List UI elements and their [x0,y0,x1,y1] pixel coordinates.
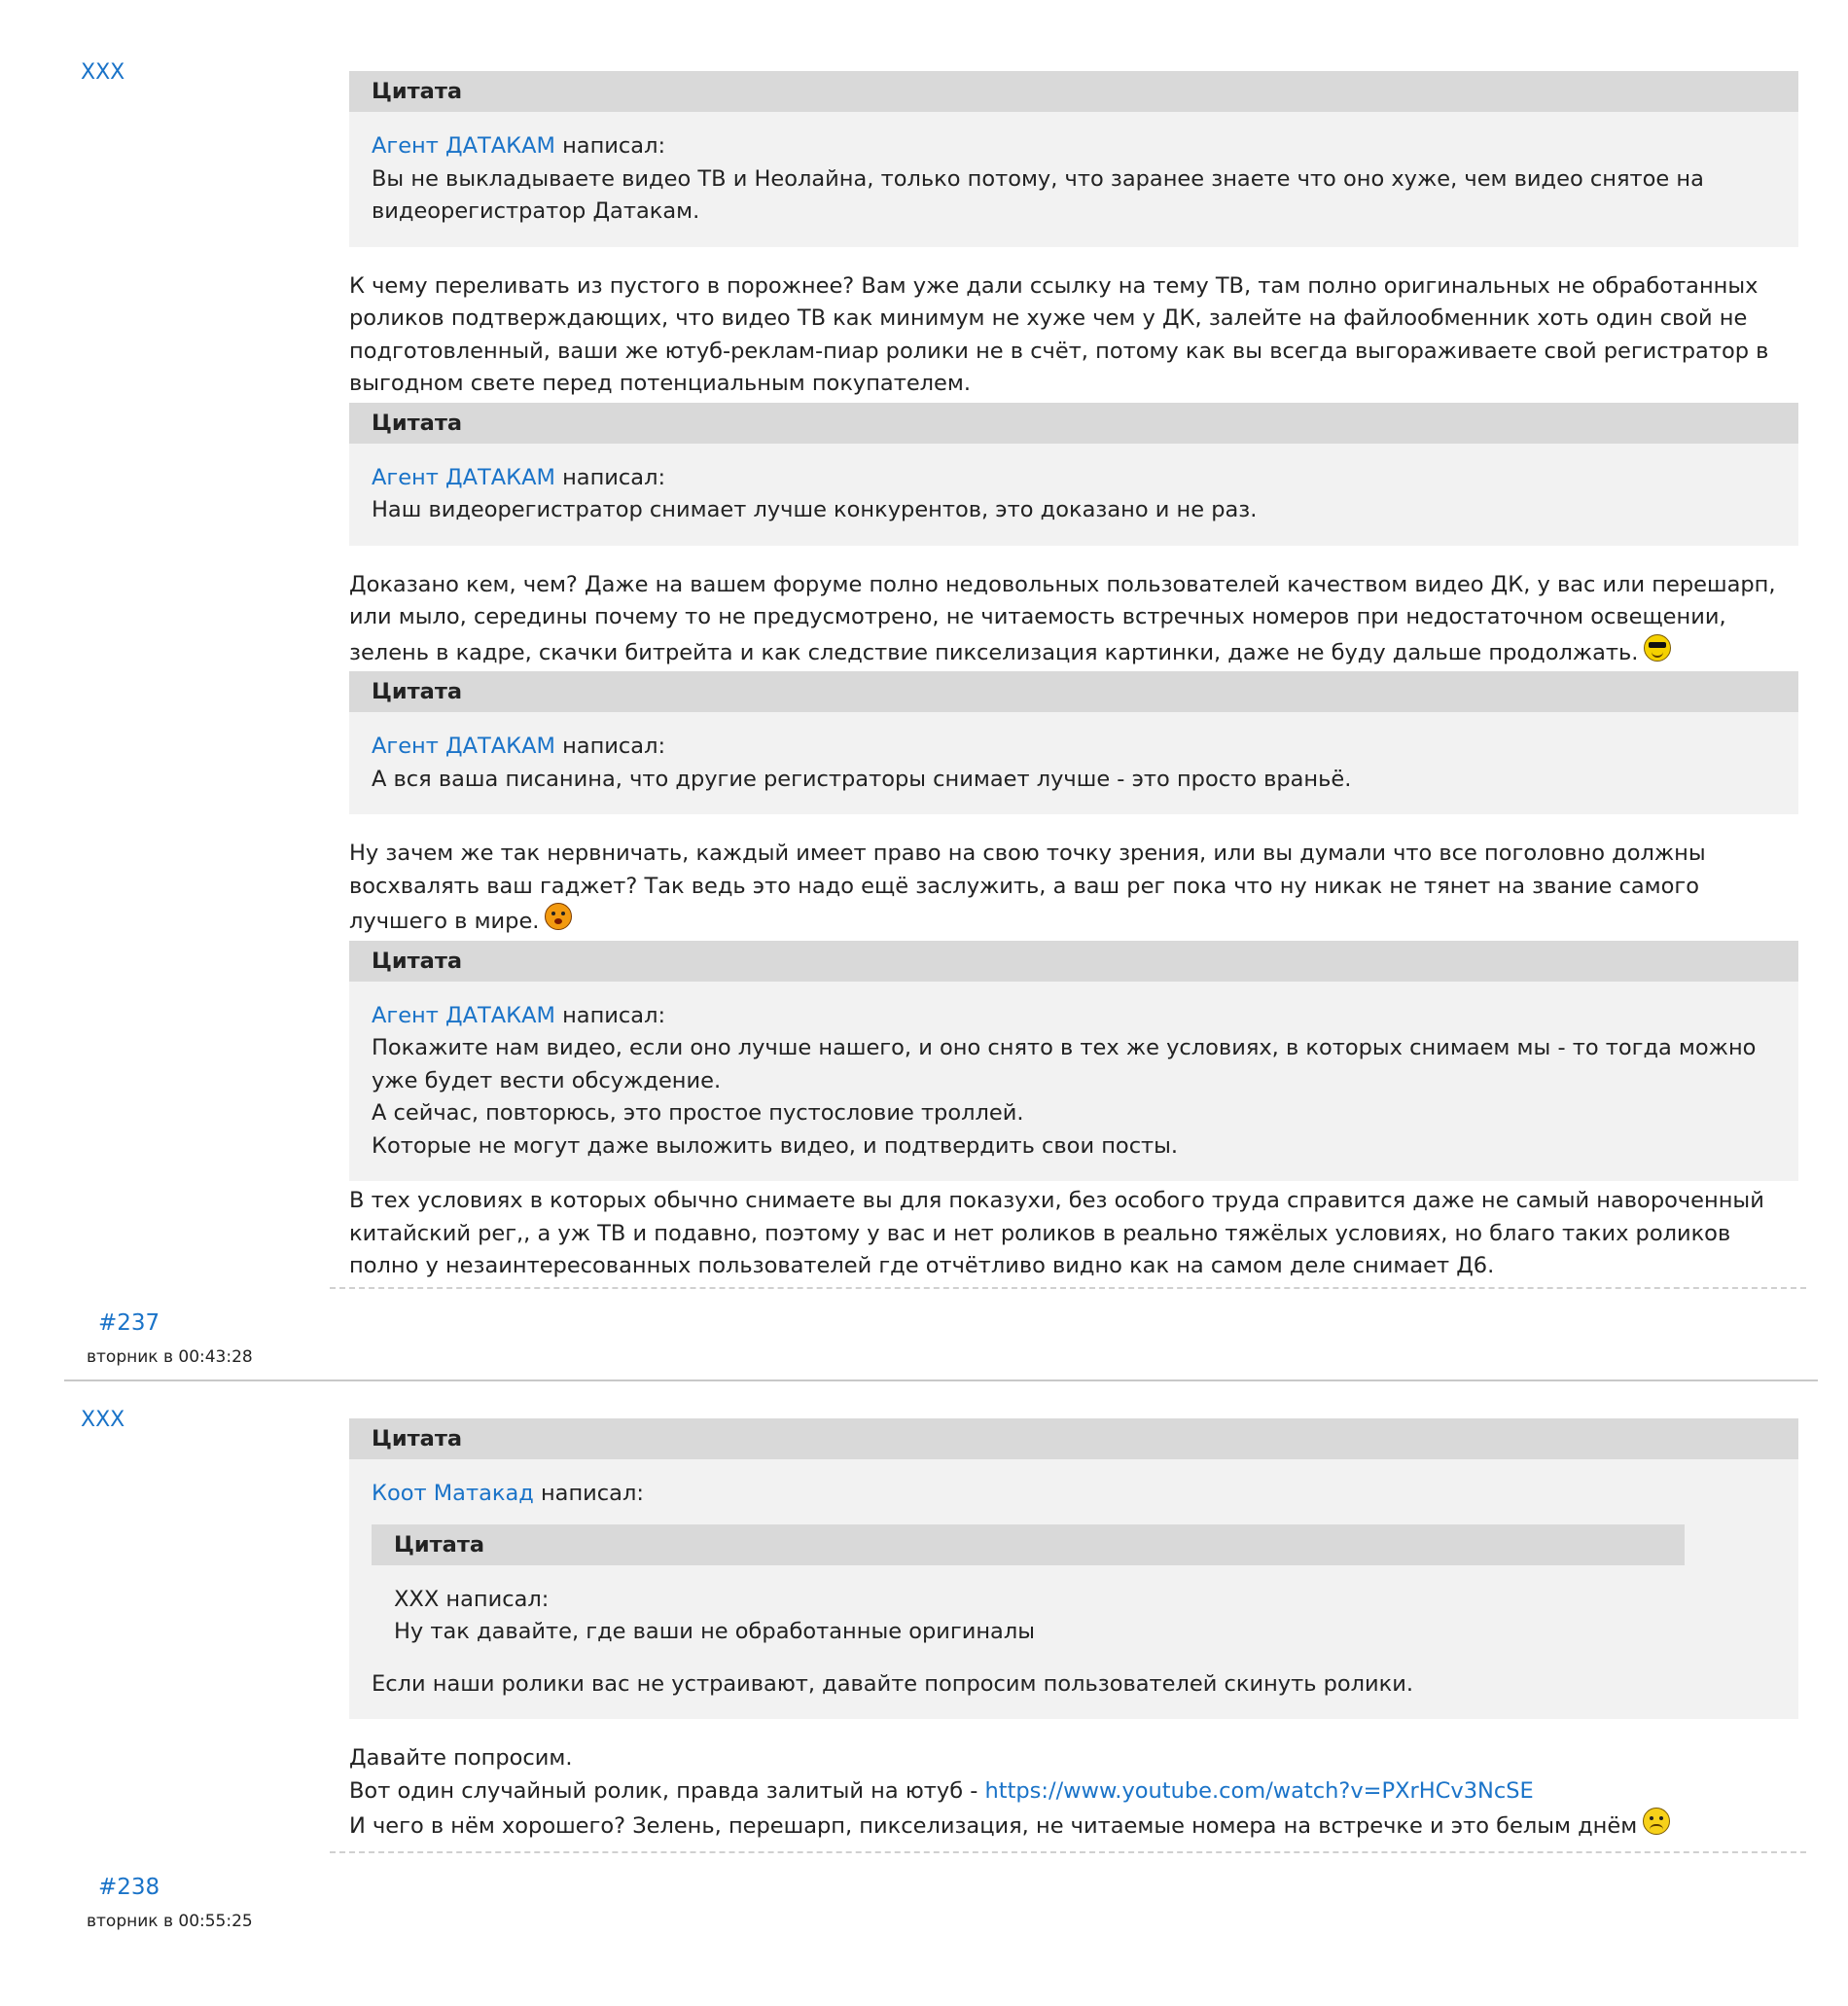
quote-text: Которые не могут даже выложить видео, и подтвердить свои посты. [372,1132,1179,1159]
quote-block [349,671,1798,814]
quote-author-line: XXX написал: [394,1586,550,1612]
quote-wrote-label: написал: [562,133,666,159]
quote-header: Цитата [349,71,1798,112]
quote-block [349,1418,1798,1719]
quote-text: Вы не выкладываете видео ТВ и Неолайна, только потому, что заранее знаете что оно хуже, чем видео снятое на видеорегистратор Датакам. [372,165,1704,224]
nested-quote-block [372,1524,1685,1659]
post-paragraph: К чему переливать из пустого в порожнее? Вам уже дали ссылку на тему ТВ, там полно оригинальных не обработанных роликов подтверждающих, что видео ТВ как минимум не хуже чем у ДК, залейте на файлообменник хоть один свой не подготовленный, ваши же ютуб-реклам-пиар ролики не в счёт, потому как вы всегда выгораживаете свой регистратор в выгодном свете перед потенциальным покупателем. [349,272,1769,396]
quote-wrote-label: написал: [562,734,666,759]
quote-author-link[interactable]: Агент ДАТАКАМ [372,133,555,159]
quote-header: Цитата [349,1418,1798,1459]
cool-smiley-icon [1644,634,1671,662]
quote-text: А сейчас, повторюсь, это простое пустословие троллей. [372,1100,1024,1126]
quote-author-link[interactable]: Агент ДАТАКАМ [372,464,555,490]
quote-text: Наш видеорегистратор снимает лучше конкурентов, это доказано и не раз. [372,497,1258,522]
quote-header: Цитата [349,941,1798,982]
quote-wrote-label: написал: [562,1002,666,1028]
devil-smiley-icon [545,903,572,930]
post-content [349,71,1798,1283]
quote-author-link[interactable]: Коот Матакад [372,1481,534,1506]
post-paragraph: И чего в нём хорошего? Зелень, перешарп, пикселизация, не читаемые номера на встречке и это белым днём [349,1808,1798,1844]
confused-smiley-icon [1643,1808,1670,1835]
quote-wrote-label: написал: [540,1481,644,1506]
quote-header: Цитата [372,1524,1685,1565]
quote-text: Если наши ролики вас не устраивают, давайте попросим пользователей скинуть ролики. [372,1670,1414,1697]
quote-header: Цитата [349,671,1798,712]
quote-block [349,403,1798,546]
quote-author-link[interactable]: Агент ДАТАКАМ [372,734,555,759]
quote-author-link[interactable]: Агент ДАТАКАМ [372,1002,555,1028]
youtube-link[interactable]: https://www.youtube.com/watch?v=PXrHCv3NcSE [984,1777,1534,1804]
quote-header: Цитата [349,403,1798,444]
quote-block [349,71,1798,247]
post-divider [330,1851,1806,1853]
quote-text: А вся ваша писанина, что другие регистраторы снимает лучше - это просто враньё. [372,766,1352,792]
post-paragraph: Ну зачем же так нервничать, каждый имеет право на свою точку зрения, или вы думали что все поголовно должны восхвалять ваш гаджет? Так ведь это надо ещё заслужить, а ваш рег пока что ну никак не тянет на звание самого лучшего в мире. [349,841,1706,934]
quote-text: Ну так давайте, где ваши не обработанные оригиналы [394,1619,1035,1644]
post-paragraph: Доказано кем, чем? Даже на вашем форуме полно недовольных пользователей качеством видео ДК, у вас или перешарп, или мыло, середины почему то не предусмотрено, не читаемость встречных номеров при недостаточном освещении, зелень в кадре, скачки битрейта и как следствие пикселизация картинки, даже не буду дальше продолжать. [349,571,1776,665]
post-content [349,1418,1798,1844]
post-date: вторник в 00:55:25 [87,1912,253,1931]
post-number-link[interactable]: #237 [98,1310,160,1336]
quote-wrote-label: написал: [562,464,666,490]
post-paragraph: Давайте попросим. [349,1745,573,1771]
post-divider [330,1287,1806,1289]
post-number-link[interactable]: #238 [98,1875,160,1900]
post-date: вторник в 00:43:28 [87,1347,253,1367]
quote-text: Покажите нам видео, если оно лучше нашего, и оно снято в тех же условиях, в которых снимаем мы - то тогда можно уже будет вести обсуждение. [372,1035,1757,1093]
post-author-link[interactable]: XXX [81,60,125,85]
quote-block [349,941,1798,1182]
post-paragraph: В тех условиях в которых обычно снимаете вы для показухи, без особого труда справится даже не самый навороченный китайский рег,, а уж ТВ и подавно, поэтому у вас и нет роликов в реально тяжёлых условиях, но благо таких роликов полно у незаинтересованных пользователей где отчётливо видно как на самом деле снимает Д6. [349,1188,1764,1278]
post-separator [64,1379,1818,1381]
post-author-link[interactable]: XXX [81,1408,125,1432]
post-paragraph: Вот один случайный ролик, правда залитый на ютуб - https://www.youtube.com/watch?v=PXrHCv3NcSE [349,1777,1534,1804]
